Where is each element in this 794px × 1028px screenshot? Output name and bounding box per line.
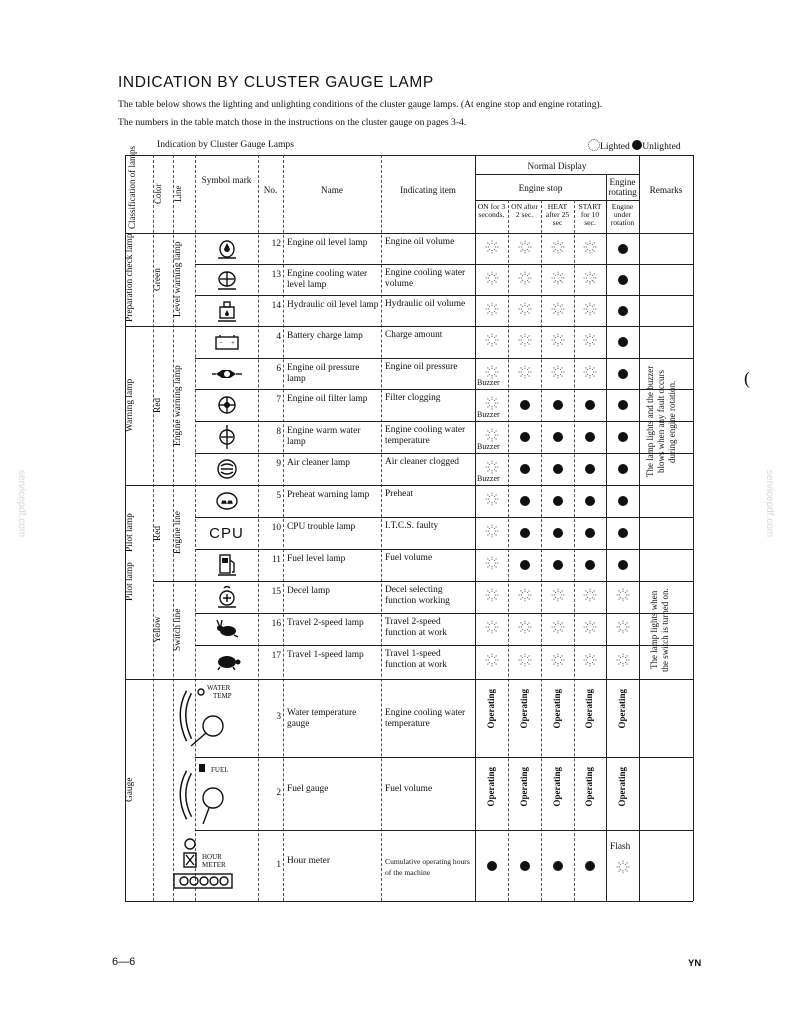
grid-line bbox=[574, 200, 575, 901]
grid-line bbox=[508, 200, 509, 901]
lighted-mark bbox=[485, 460, 499, 474]
group-color-1: Red bbox=[153, 397, 163, 414]
unlighted-dot bbox=[618, 275, 628, 285]
lighted-mark bbox=[551, 333, 565, 347]
row-no: 16 bbox=[271, 619, 281, 629]
grid-line bbox=[606, 174, 607, 901]
lighted-mark bbox=[518, 271, 532, 285]
row-no: 10 bbox=[271, 523, 281, 533]
row-name: Hydraulic oil level lamp bbox=[287, 300, 379, 310]
row-name: Travel 1-speed lamp bbox=[287, 650, 364, 660]
lighted-mark bbox=[616, 860, 630, 874]
row-no: 2 bbox=[276, 787, 281, 798]
operating-label: Operating bbox=[485, 767, 496, 807]
grid-line bbox=[639, 155, 640, 901]
row-name: Engine oil pressure lamp bbox=[287, 363, 360, 384]
grid-line bbox=[475, 174, 639, 175]
operating-label: Operating bbox=[584, 689, 594, 729]
row-no: 17 bbox=[271, 651, 281, 661]
svg-text:FUEL: FUEL bbox=[210, 765, 228, 774]
svg-text:TEMP: TEMP bbox=[212, 692, 232, 700]
unlighted-dot bbox=[618, 244, 628, 254]
row-indicating-item: Engine cooling water volume bbox=[385, 268, 466, 289]
intro-line-1: The table below shows the lighting and unlighting conditions of the cluster gauge lamps. (At engine stop and engine rotating). bbox=[118, 99, 603, 110]
coolant-level-icon bbox=[195, 264, 258, 295]
group-color-0: Green bbox=[153, 268, 163, 291]
unlighted-dot bbox=[585, 528, 595, 538]
unlighted-dot bbox=[585, 432, 595, 442]
unlighted-dot bbox=[553, 861, 563, 871]
lighted-mark bbox=[485, 271, 499, 285]
svg-text:−: − bbox=[218, 339, 223, 347]
row-name: Water temperature gauge bbox=[287, 708, 357, 729]
group-class-pilot: Pilot lamp bbox=[125, 562, 135, 602]
buzzer-label: Buzzer bbox=[477, 474, 500, 483]
unlighted-dot bbox=[520, 464, 530, 474]
operating-label: Operating bbox=[616, 767, 627, 807]
battery-icon bbox=[195, 326, 258, 358]
unlighted-dot bbox=[585, 464, 595, 474]
header-engine-stop: Engine stop bbox=[518, 183, 563, 193]
row-name: Decel lamp bbox=[287, 586, 330, 596]
lighted-mark bbox=[616, 620, 630, 634]
row-indicating-item: Engine cooling water temperature bbox=[385, 708, 466, 729]
buzzer-label: Buzzer bbox=[477, 442, 500, 451]
svg-text:METER: METER bbox=[201, 860, 226, 869]
grid-line bbox=[195, 613, 693, 614]
group-color-3: Yellow bbox=[153, 616, 163, 644]
lighted-mark bbox=[518, 588, 532, 602]
lighted-mark bbox=[518, 365, 532, 379]
row-indicating-item: Travel 1-speed function at work bbox=[385, 649, 447, 670]
unlighted-dot bbox=[585, 861, 595, 871]
row-indicating-item: Air cleaner clogged bbox=[385, 457, 459, 467]
row-name: Fuel level lamp bbox=[287, 554, 346, 564]
lighted-mark bbox=[518, 620, 532, 634]
lighted-mark bbox=[583, 240, 597, 254]
header-sub-4: Engine under rotation bbox=[610, 202, 635, 227]
lighted-mark bbox=[485, 365, 499, 379]
unlighted-dot bbox=[618, 369, 628, 379]
group-line-0: Level warning lamp bbox=[173, 241, 183, 318]
air-cleaner-icon bbox=[195, 453, 258, 485]
lighted-mark bbox=[485, 588, 499, 602]
buzzer-label: Buzzer bbox=[477, 410, 500, 419]
group-class-4: Gauge bbox=[125, 777, 135, 803]
row-name: Hour meter bbox=[287, 855, 330, 866]
lighted-mark bbox=[518, 240, 532, 254]
lighted-mark bbox=[551, 588, 565, 602]
lighted-legend-icon bbox=[588, 139, 600, 151]
grid-line bbox=[195, 389, 693, 390]
grid-line bbox=[381, 155, 382, 901]
lighted-mark bbox=[583, 365, 597, 379]
watermark-right: servicepdf.com bbox=[764, 470, 775, 538]
header-sub-2: HEAT after 25 sec bbox=[545, 202, 570, 227]
unlighted-dot bbox=[618, 400, 628, 410]
row-name: Engine oil filter lamp bbox=[287, 394, 368, 404]
lighted-mark bbox=[616, 588, 630, 602]
unlighted-dot bbox=[618, 464, 628, 474]
lighted-mark bbox=[583, 302, 597, 316]
row-no: 12 bbox=[271, 239, 281, 249]
unlighted-dot bbox=[585, 400, 595, 410]
row-name: Preheat warning lamp bbox=[287, 490, 370, 500]
hydraulic-oil-icon bbox=[195, 295, 258, 326]
row-indicating-item: Hydraulic oil volume bbox=[385, 299, 466, 309]
row-name: Engine cooling water level lamp bbox=[287, 269, 368, 290]
lighted-mark bbox=[485, 620, 499, 634]
page-title: INDICATION BY CLUSTER GAUGE LAMP bbox=[118, 74, 434, 91]
row-no: 5 bbox=[276, 491, 281, 501]
rabbit-icon bbox=[195, 613, 258, 645]
legend bbox=[588, 139, 681, 152]
fuel-pump-icon bbox=[195, 549, 258, 581]
buzzer-label: Buzzer bbox=[477, 378, 500, 387]
row-indicating-item: Engine oil pressure bbox=[385, 362, 458, 372]
legend-unlighted-label: Unlighted bbox=[642, 141, 681, 152]
unlighted-dot bbox=[618, 496, 628, 506]
header-normal-display: Normal Display bbox=[527, 161, 587, 171]
footer-code: YN bbox=[688, 958, 702, 969]
grid-line bbox=[283, 155, 284, 901]
row-name: Fuel gauge bbox=[287, 783, 329, 794]
lighted-mark bbox=[485, 524, 499, 538]
lighted-mark bbox=[551, 365, 565, 379]
operating-label: Operating bbox=[551, 767, 562, 807]
row-no: 13 bbox=[271, 270, 281, 280]
header-sub-3: START for 10 sec. bbox=[578, 202, 602, 227]
group-line-1: Engine warning lamp bbox=[173, 365, 183, 446]
lighted-mark bbox=[551, 271, 565, 285]
header-engine-rotating: Engine rotating bbox=[608, 177, 637, 197]
lighted-mark bbox=[485, 492, 499, 506]
group-class-2: Pilot lamp bbox=[125, 513, 135, 553]
header-line: Line bbox=[173, 185, 183, 203]
grid-line bbox=[195, 830, 693, 831]
intro-line-2: The numbers in the table match those in the instructions on the cluster gauge on pages 3-4. bbox=[118, 117, 467, 128]
grid-line bbox=[195, 295, 693, 296]
row-indicating-item: Engine cooling water temperature bbox=[385, 425, 466, 446]
row-name: Engine warm water lamp bbox=[287, 426, 361, 447]
lighted-mark bbox=[518, 302, 532, 316]
lighted-mark bbox=[485, 302, 499, 316]
oil-pressure-icon bbox=[195, 358, 258, 389]
row-name: Battery charge lamp bbox=[287, 331, 363, 341]
unlighted-legend-icon bbox=[632, 140, 642, 150]
row-no: 1 bbox=[276, 859, 281, 870]
operating-label: Operating bbox=[616, 689, 627, 729]
cpu-icon: CPU bbox=[209, 524, 244, 542]
row-indicating-item: Preheat bbox=[385, 489, 414, 499]
margin-mark: ( bbox=[744, 368, 750, 388]
oil-level-icon bbox=[195, 233, 258, 264]
grid-line bbox=[195, 358, 693, 359]
grid-line bbox=[195, 645, 693, 646]
row-no: 4 bbox=[276, 332, 281, 342]
lighted-mark bbox=[583, 653, 597, 667]
header-sub-1: ON after 2 sec. bbox=[511, 202, 538, 219]
header-classification: Classification of lamps bbox=[127, 146, 137, 229]
page-number: 6—6 bbox=[112, 956, 136, 968]
unlighted-dot bbox=[520, 528, 530, 538]
row-no: 11 bbox=[271, 555, 281, 565]
group-line-3: Switch line bbox=[173, 608, 183, 652]
row-no: 6 bbox=[276, 364, 281, 374]
unlighted-dot bbox=[585, 560, 595, 570]
row-indicating-item: Filter clogging bbox=[385, 393, 441, 403]
grid-line bbox=[693, 155, 694, 901]
grid-line bbox=[475, 155, 476, 901]
intro-text bbox=[118, 96, 718, 132]
unlighted-dot bbox=[553, 560, 563, 570]
operating-label: Operating bbox=[518, 767, 529, 807]
grid-line bbox=[195, 264, 693, 265]
header-sub-0: ON for 3 seconds. bbox=[477, 202, 506, 219]
watermark-left: servicepdf.com bbox=[16, 470, 27, 538]
water-temp-icon bbox=[195, 421, 258, 453]
remarks-switch: The lamp lights when the switch is turned on. bbox=[649, 588, 670, 672]
unlighted-dot bbox=[585, 496, 595, 506]
unlighted-dot bbox=[520, 496, 530, 506]
unlighted-dot bbox=[520, 432, 530, 442]
header-no: No. bbox=[263, 185, 278, 195]
row-indicating-item: Travel 2-speed function at work bbox=[385, 617, 447, 638]
grid-line bbox=[125, 155, 693, 156]
row-no: 15 bbox=[271, 587, 281, 597]
turtle-icon bbox=[195, 645, 258, 679]
operating-label: Operating bbox=[485, 689, 496, 729]
unlighted-dot bbox=[553, 528, 563, 538]
grid-line bbox=[195, 421, 693, 422]
header-name: Name bbox=[321, 185, 343, 195]
lighted-mark bbox=[485, 653, 499, 667]
flash-label: Flash bbox=[610, 842, 631, 852]
legend-lighted-label: Lighted bbox=[600, 141, 630, 152]
row-name: Engine oil level lamp bbox=[287, 238, 368, 248]
water-temp-gauge-icon bbox=[161, 679, 258, 757]
row-no: 7 bbox=[276, 395, 281, 405]
lighted-mark bbox=[485, 240, 499, 254]
svg-text:WATER: WATER bbox=[206, 684, 230, 692]
group-class-0: Preparation check lamp bbox=[125, 233, 135, 322]
unlighted-dot bbox=[553, 464, 563, 474]
lighted-mark bbox=[518, 333, 532, 347]
operating-label: Operating bbox=[584, 767, 594, 807]
row-name: Air cleaner lamp bbox=[287, 458, 350, 468]
lighted-mark bbox=[518, 653, 532, 667]
row-no: 3 bbox=[276, 712, 281, 722]
lighted-mark bbox=[583, 333, 597, 347]
header-color: Color bbox=[153, 183, 163, 205]
unlighted-dot bbox=[520, 400, 530, 410]
row-indicating-item: Fuel volume bbox=[385, 553, 433, 563]
grid-line bbox=[195, 757, 693, 758]
group-color-2: Red bbox=[153, 525, 163, 541]
hour-meter-icon bbox=[161, 830, 258, 901]
group-class-1: Warning lamp bbox=[125, 378, 135, 433]
grid-line bbox=[475, 200, 639, 201]
lighted-mark bbox=[485, 396, 499, 410]
decel-icon bbox=[195, 581, 258, 613]
lighted-mark bbox=[583, 620, 597, 634]
row-indicating-item: Fuel volume bbox=[385, 783, 433, 794]
lighted-mark bbox=[616, 653, 630, 667]
remarks-warning: The lamp lights and the buzzer blows when any fault occurs during engine rotation. bbox=[645, 365, 677, 478]
unlighted-dot bbox=[520, 560, 530, 570]
grid-line bbox=[541, 200, 542, 901]
unlighted-dot bbox=[618, 306, 628, 316]
svg-text:+: + bbox=[230, 339, 235, 347]
lighted-mark bbox=[551, 620, 565, 634]
unlighted-dot bbox=[553, 496, 563, 506]
row-indicating-item: Cumulative operating hours of the machine bbox=[385, 856, 470, 877]
table-caption: Indication by Cluster Gauge Lamps bbox=[157, 139, 294, 150]
grid-line bbox=[195, 549, 693, 550]
group-line-2: Engine line bbox=[173, 511, 183, 555]
row-indicating-item: Charge amount bbox=[385, 330, 443, 340]
row-no: 9 bbox=[276, 459, 281, 469]
lighted-mark bbox=[583, 271, 597, 285]
lighted-mark bbox=[583, 588, 597, 602]
row-indicating-item: Engine oil volume bbox=[385, 237, 455, 247]
unlighted-dot bbox=[618, 337, 628, 347]
svg-text:HOUR: HOUR bbox=[201, 852, 222, 861]
fuel-gauge-icon bbox=[161, 757, 258, 830]
lighted-mark bbox=[551, 653, 565, 667]
unlighted-dot bbox=[520, 861, 530, 871]
operating-label: Operating bbox=[551, 689, 562, 729]
unlighted-dot bbox=[553, 400, 563, 410]
grid-line bbox=[195, 517, 693, 518]
row-no: 8 bbox=[276, 427, 281, 437]
header-remarks: Remarks bbox=[649, 185, 683, 195]
unlighted-dot bbox=[487, 861, 497, 871]
grid-line bbox=[125, 901, 693, 902]
row-no: 14 bbox=[271, 301, 281, 311]
header-symbol: Symbol mark bbox=[201, 175, 252, 185]
row-indicating-item: I.T.C.S. faulty bbox=[385, 521, 439, 531]
unlighted-dot bbox=[618, 432, 628, 442]
row-name: Travel 2-speed lamp bbox=[287, 618, 364, 628]
header-indicating-item: Indicating item bbox=[400, 185, 456, 195]
grid-line bbox=[195, 453, 693, 454]
lighted-mark bbox=[485, 556, 499, 570]
unlighted-dot bbox=[618, 560, 628, 570]
oil-filter-icon bbox=[195, 389, 258, 421]
lighted-mark bbox=[485, 428, 499, 442]
lighted-mark bbox=[551, 302, 565, 316]
lighted-mark bbox=[485, 333, 499, 347]
operating-label: Operating bbox=[518, 689, 529, 729]
row-indicating-item: Decel selecting function working bbox=[385, 585, 450, 606]
preheat-icon bbox=[195, 485, 258, 517]
unlighted-dot bbox=[618, 528, 628, 538]
unlighted-dot bbox=[553, 432, 563, 442]
row-name: CPU trouble lamp bbox=[287, 522, 356, 532]
lighted-mark bbox=[551, 240, 565, 254]
